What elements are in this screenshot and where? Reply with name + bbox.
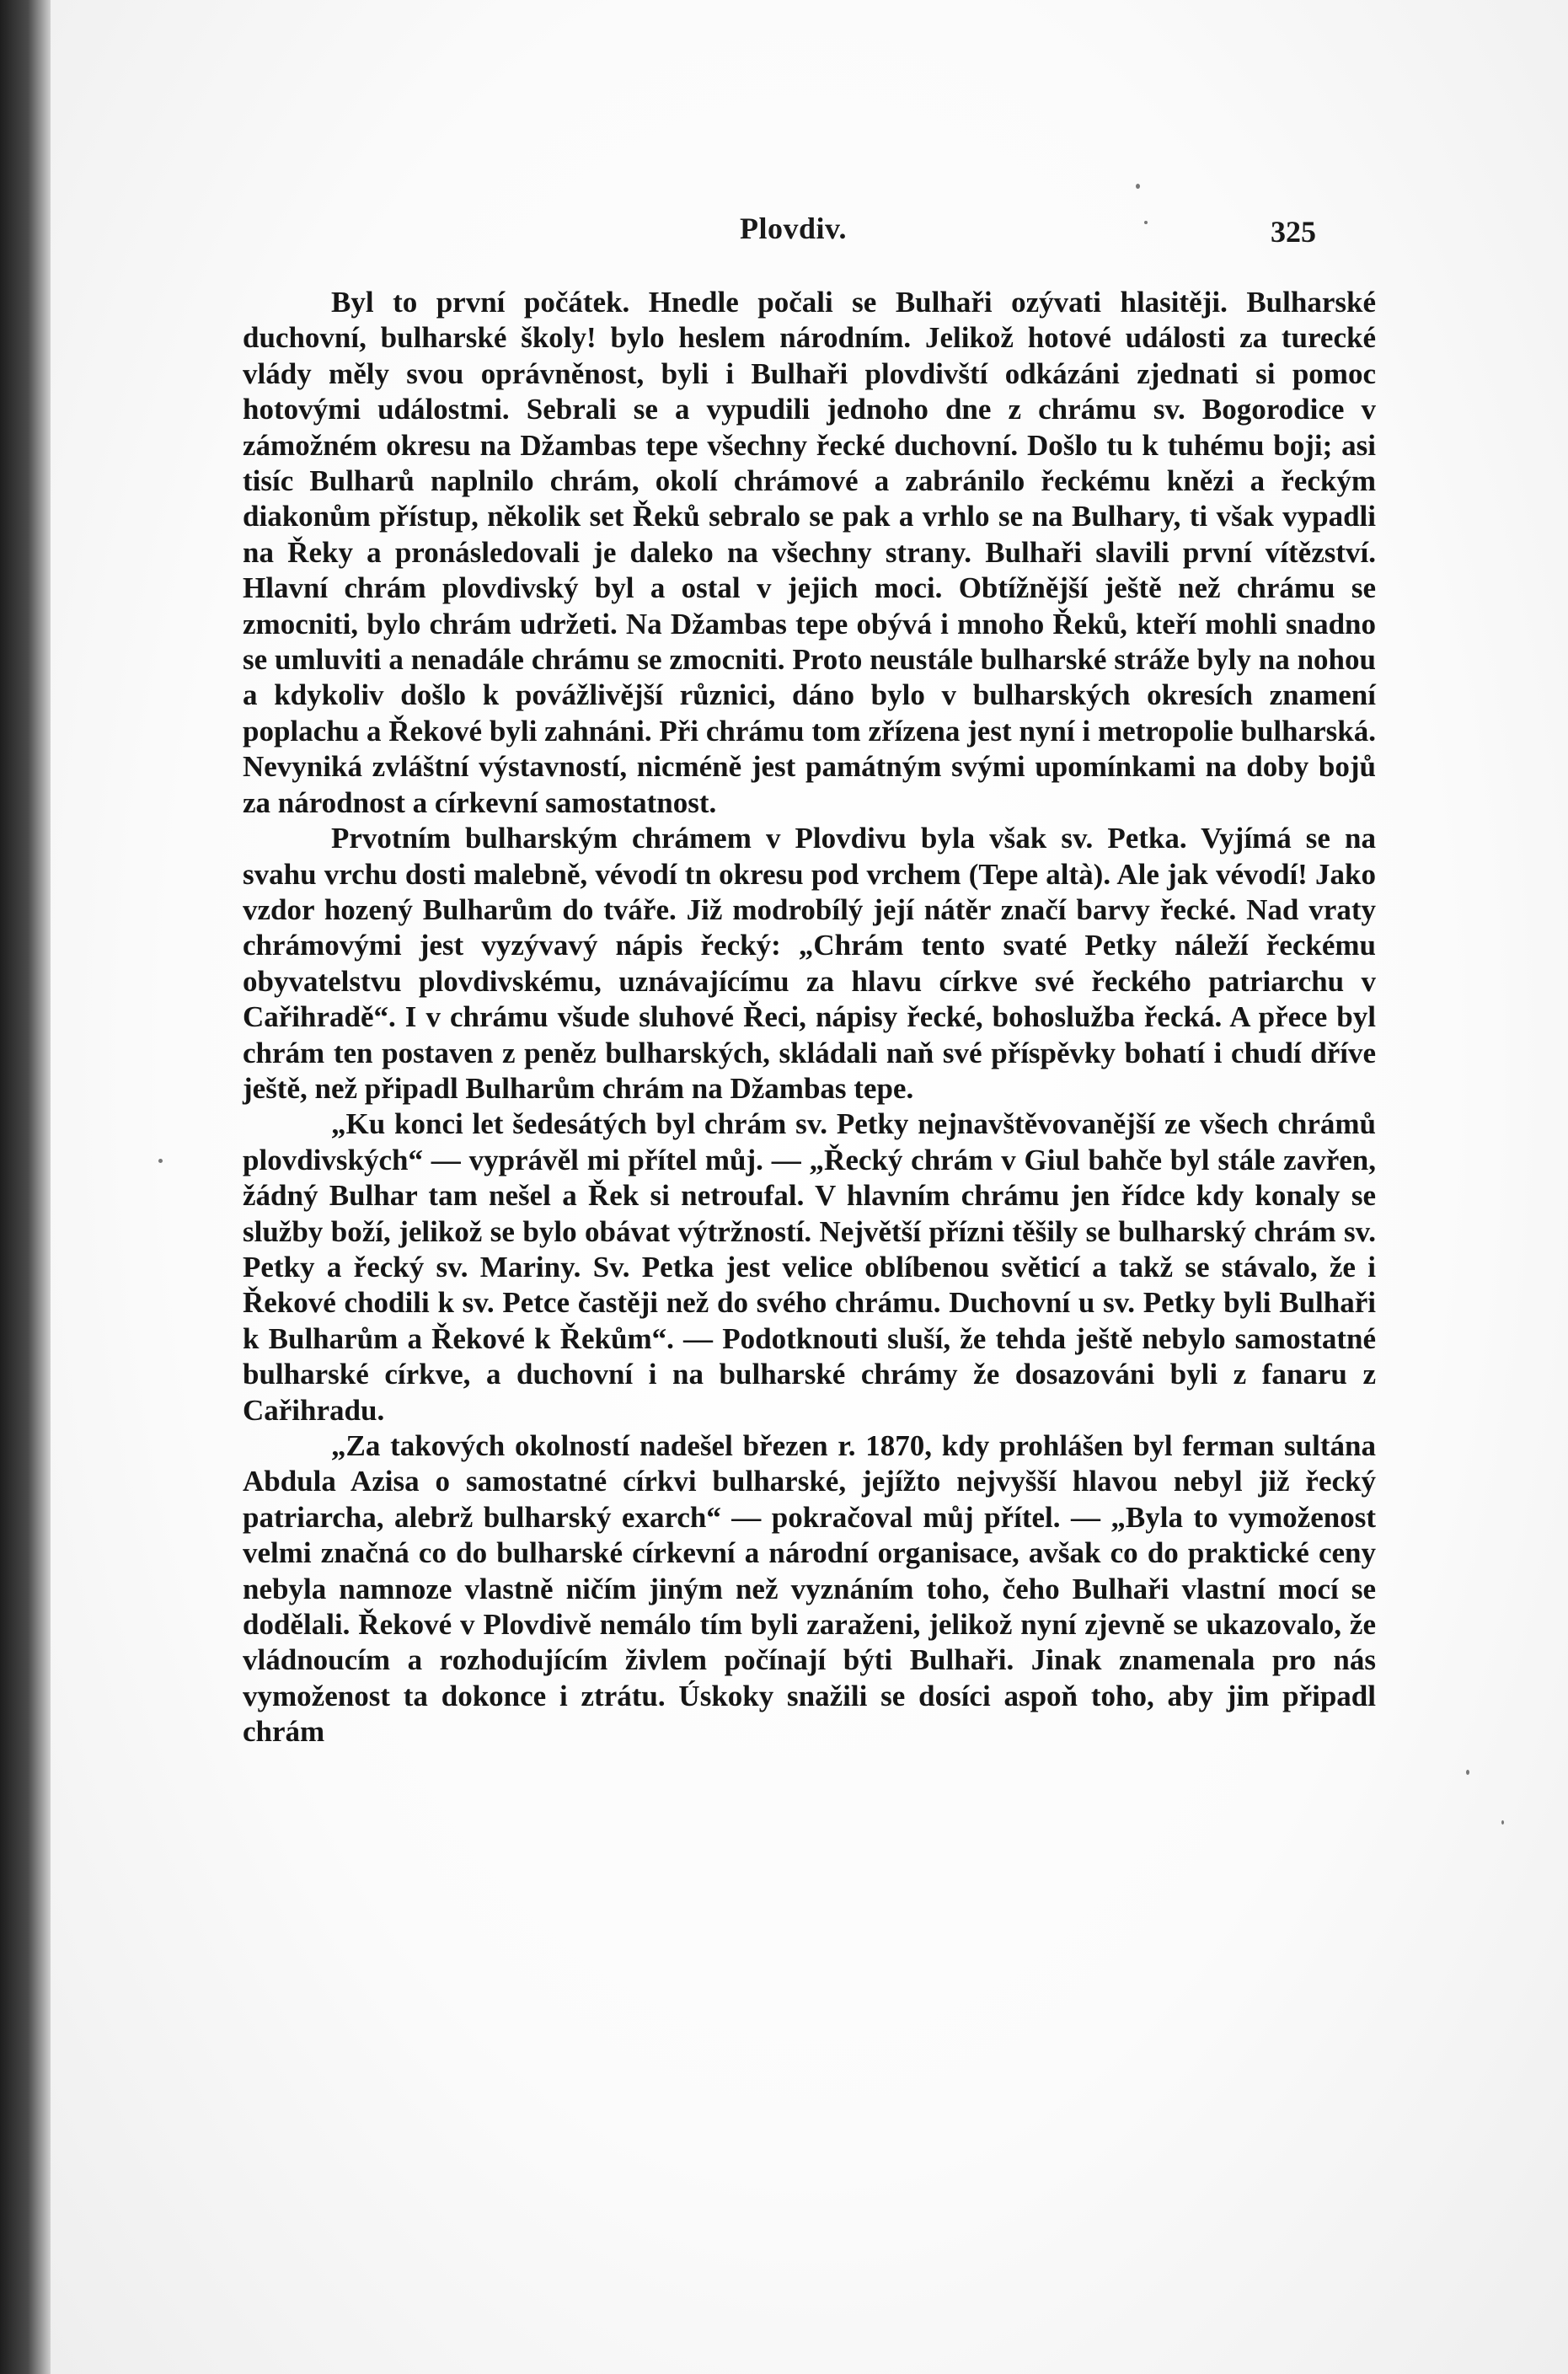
paper-speck [1466,1770,1469,1775]
page-header [51,211,1568,261]
paper-speck [1144,221,1148,224]
running-title: Plovdiv. [740,212,848,245]
paper-speck [158,1159,163,1163]
book-page [51,0,1568,2374]
paragraph: „Ku konci let šedesátých byl chrám sv. Petky nejnavštěvovanější ze všech chrámů plovdivských“ — vyprávěl mi přítel můj. — „Řecký chrám v Giul bahče byl stále zavřen, žádný Bulhar tam nešel a Řek si netroufal. V hlavním chrámu jen řídce kdy konaly se služby boží, jelikož se bylo obávat výtržností. Největší přízni těšily se bulharský chrám sv. Petky a řecký sv. Mariny. Sv. Petka jest velice oblíbenou světicí a takž se stávalo, že i Řekové chodili k sv. Petce častěji než do svého chrámu. Duchovní u sv. Petky byli Bulhaři k Bulharům a Řekové k Řekům“. — Podotknouti sluší, že tehda ještě nebylo samostatné bulharské církve, a duchovní i na bulharské chrámy že dosazováni byli z fanaru z Cařihradu. [243,1107,1376,1427]
paper-speck [1501,1820,1504,1825]
book-gutter-shadow [0,0,51,2374]
paragraph: „Za takových okolností nadešel březen r. 1870, kdy prohlášen byl ferman sultána Abdula Azisa o samostatné církvi bulharské, jejížto nejvyšší hlavou nebyl již řecký patriarcha, alebrž bulharský exarch“ — pokračoval můj přítel. — „Byla to vymoženost velmi značná co do bulharské církevní a národní organisace, avšak co do praktické ceny nebyla namnoze vlastně ničím jiným než vyznáním toho, čeho Bulhaři vlastní mocí se dodělali. Řekové v Plovdivě nemálo tím byli zaraženi, jelikož nyní zjevně se ukazovalo, že vládnoucím a rozhodujícím živlem počínají býti Bulhaři. Jinak znamenala pro nás vymoženost ta dokonce i ztrátu. Úskoky snažili se dosíci aspoň toho, aby jim připadl chrám [243,1429,1376,1749]
paragraph: Prvotním bulharským chrámem v Plovdivu byla však sv. Petka. Vyjímá se na svahu vrchu dosti malebně, vévodí tn okresu pod vrchem (Tepe altà). Ale jak vévodí! Jako vzdor hozený Bulharům do tváře. Již modrobílý její nátěr značí barvy řecké. Nad vraty chrámovými jest vyzývavý nápis řecký: „Chrám tento svaté Petky náleží řeckému obyvatelstvu plovdivskému, uznávajícímu za hlavu církve své řeckého patriarchu v Cařihradě“. I v chrámu všude sluhové Řeci, nápisy řecké, bohoslužba řecká. A přece byl chrám ten postaven z peněz bulharských, skládali naň své příspěvky bohatí i chudí dříve ještě, než připadl Bulharům chrám na Džambas tepe. [243,822,1376,1105]
paper-speck [1136,184,1140,189]
paragraph: Byl to první počátek. Hnedle počali se Bulhaři ozývati hlasitěji. Bulharské duchovní, bulharské školy! bylo heslem národním. Jelikož hotové události za turecké vlády měly svou oprávněnost, byli i Bulhaři plovdivští odkázáni zjednati si pomoc hotovými událostmi. Sebrali se a vypudili jednoho dne z chrámu sv. Bogorodice v zámožném okresu na Džambas tepe všechny řecké duchovní. Došlo tu k tuhému boji; asi tisíc Bulharů naplnilo chrám, okolí chrámové a zabránilo řeckému knězi a řeckým diakonům přístup, několik set Řeků sebralo se pak a vrhlo se na Bulhary, ti však vypadli na Řeky a pronásledovali je daleko na všechny strany. Bulhaři slavili první vítězství. Hlavní chrám plovdivský byl a ostal v jejich moci. Obtížnější ještě než chrámu se zmocniti, bylo chrám udržeti. Na Džambas tepe obývá i mnoho Řeků, kteří mohli snadno se umluviti a nenadále chrámu se zmocniti. Proto neustále bulharské stráže byly na nohou a kdykoliv došlo k povážlivější různici, dáno bylo v bulharských okresích znamení poplachu a Řekové byli zahnáni. Při chrámu tom zřízena jest nyní i metropolie bulharská. Nevyniká zvláštní výstavností, nicméně jest památným svými upomínkami na doby bojů za národnost a církevní samostatnost. [243,286,1376,819]
page-body [243,285,1376,1750]
page-number: 325 [1271,215,1316,249]
